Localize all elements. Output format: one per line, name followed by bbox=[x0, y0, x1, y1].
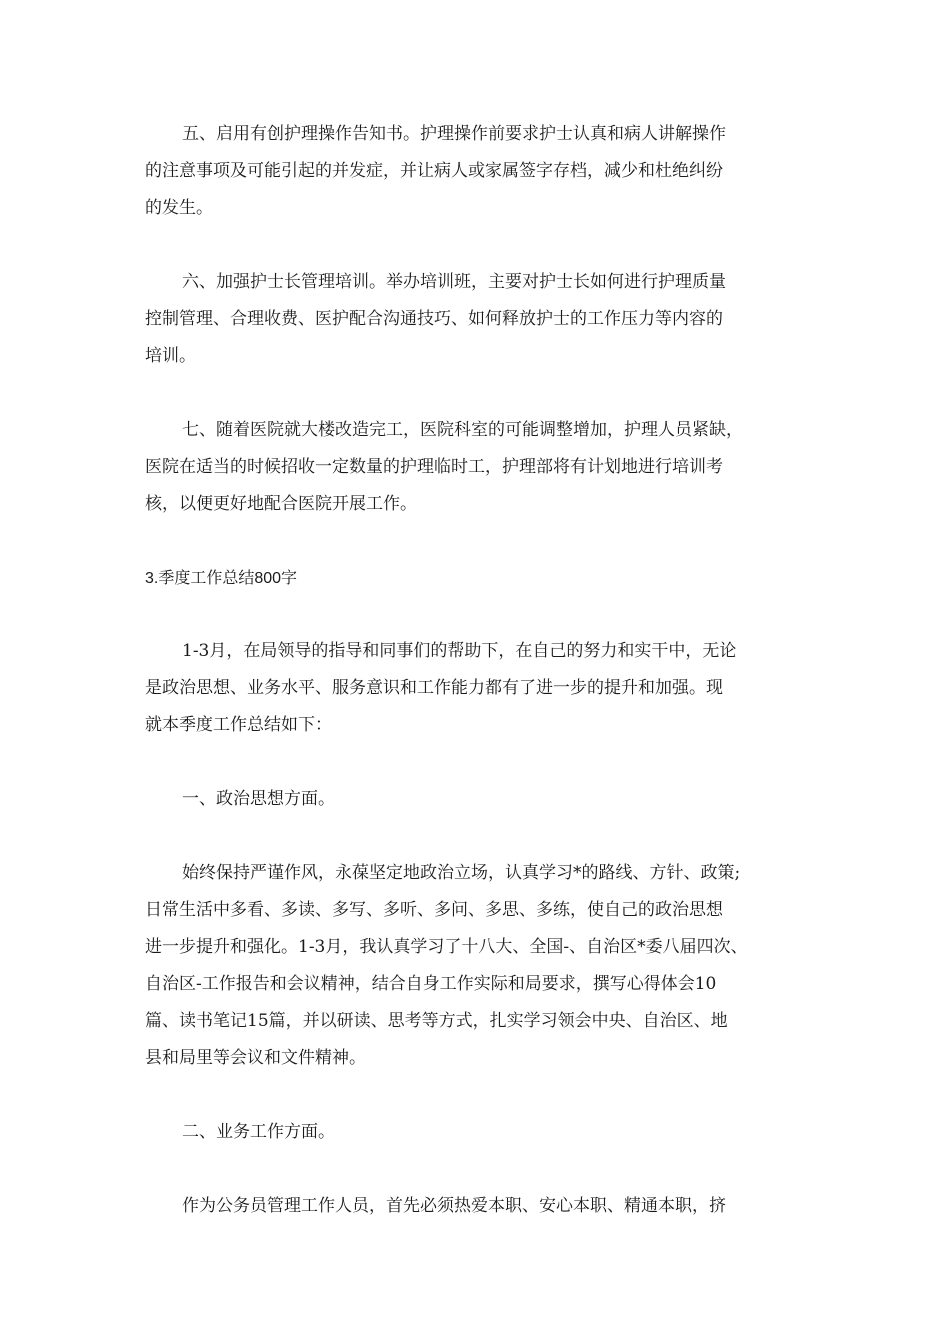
text-line: 培训。 bbox=[145, 346, 196, 366]
text-line: 的发生。 bbox=[145, 198, 213, 218]
text-line: 县和局里等会议和文件精神。 bbox=[145, 1048, 366, 1068]
paragraph-item-five bbox=[145, 116, 807, 227]
text-line: 五、启用有创护理操作告知书。护理操作前要求护士认真和病人讲解操作 bbox=[182, 124, 726, 144]
text-line: 进一步提升和强化。1-3月，我认真学习了十八大、全国-、自治区*委八届四次、 bbox=[145, 937, 748, 957]
text-line: 是政治思想、业务水平、服务意识和工作能力都有了进一步的提升和加强。现 bbox=[145, 678, 723, 698]
text-line: 自治区-工作报告和会议精神，结合自身工作实际和局要求，撰写心得体会10 bbox=[145, 974, 717, 994]
business-paragraph bbox=[145, 1188, 807, 1225]
subheading-business bbox=[145, 1114, 807, 1151]
text-line: 始终保持严谨作风，永葆坚定地政治立场，认真学习*的路线、方针、政策; bbox=[182, 863, 741, 883]
text-line: 控制管理、合理收费、医护配合沟通技巧、如何释放护士的工作压力等内容的 bbox=[145, 309, 723, 329]
section-heading: 3.季度工作总结800字 bbox=[145, 570, 298, 587]
text-line: 1-3月，在局领导的指导和同事们的帮助下，在自己的努力和实干中，无论 bbox=[182, 641, 737, 661]
text-line: 作为公务员管理工作人员，首先必须热爱本职、安心本职、精通本职，挤 bbox=[182, 1196, 726, 1216]
text-line: 医院在适当的时候招收一定数量的护理临时工，护理部将有计划地进行培训考 bbox=[145, 457, 723, 477]
text-line: 的注意事项及可能引起的并发症，并让病人或家属签字存档，减少和杜绝纠纷 bbox=[145, 161, 723, 181]
text-line: 一、政治思想方面。 bbox=[182, 789, 335, 809]
paragraph-item-six bbox=[145, 264, 807, 375]
text-line: 二、业务工作方面。 bbox=[182, 1122, 335, 1142]
text-line: 核，以便更好地配合医院开展工作。 bbox=[145, 494, 417, 514]
text-line: 篇、读书笔记15篇，并以研读、思考等方式，扎实学习领会中央、自治区、地 bbox=[145, 1011, 728, 1031]
text-line: 六、加强护士长管理培训。举办培训班，主要对护士长如何进行护理质量 bbox=[182, 272, 726, 292]
text-line: 就本季度工作总结如下： bbox=[145, 715, 332, 735]
paragraph-item-seven bbox=[145, 412, 807, 523]
summary-intro-paragraph bbox=[145, 633, 807, 744]
text-line: 日常生活中多看、多读、多写、多听、多问、多思、多练，使自己的政治思想 bbox=[145, 900, 723, 920]
politics-paragraph bbox=[145, 855, 807, 1077]
subheading-politics bbox=[145, 781, 807, 818]
text-line: 七、随着医院就大楼改造完工，医院科室的可能调整增加，护理人员紧缺， bbox=[182, 420, 743, 440]
